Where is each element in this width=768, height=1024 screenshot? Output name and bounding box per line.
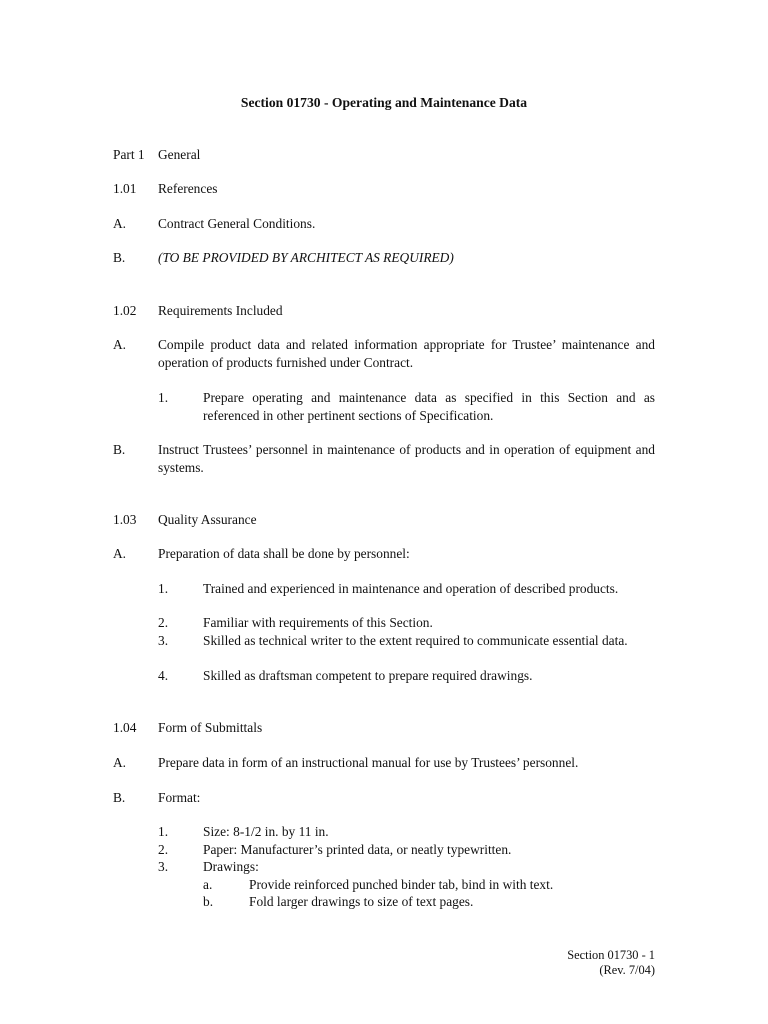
part-number: Part 1 (113, 147, 145, 162)
sub-list-letter: b. (203, 894, 214, 909)
list-number: 1. (158, 390, 169, 405)
paragraph-text: Contract General Conditions. (158, 216, 316, 231)
list-text: Familiar with requirements of this Section. (203, 615, 433, 630)
list-number: 3. (158, 633, 169, 648)
list-text: Trained and experienced in maintenance and operation of described products. (203, 581, 619, 596)
list-text: Skilled as technical writer to the extent required to communicate essential data. (203, 633, 628, 648)
page-footer (567, 948, 655, 978)
paragraph-letter: B. (113, 790, 126, 805)
list-number: 2. (158, 615, 169, 630)
paragraph-text: Instruct Trustees’ personnel in maintenance of products and in operation of equipment and systems. (158, 442, 655, 475)
list-number: 2. (158, 842, 169, 857)
list-text: Drawings: (203, 859, 259, 874)
paragraph-letter: B. (113, 250, 126, 265)
article-label: Requirements Included (158, 303, 283, 318)
sub-list-text: Provide reinforced punched binder tab, bind in with text. (249, 877, 554, 892)
paragraph-letter: B. (113, 442, 126, 457)
paragraph-text: Compile product data and related information appropriate for Trustee’ maintenance and operation of products furnished under Contract. (158, 337, 655, 370)
list-number: 1. (158, 824, 169, 839)
list-number: 1. (158, 581, 169, 596)
paragraph-letter: A. (113, 337, 127, 352)
paragraph-letter: A. (113, 216, 127, 231)
list-text: Skilled as draftsman competent to prepare required drawings. (203, 668, 533, 683)
article-number: 1.01 (113, 181, 137, 196)
paragraph-text: Prepare data in form of an instructional manual for use by Trustees’ personnel. (158, 755, 579, 770)
paragraph-text: Format: (158, 790, 201, 805)
article-number: 1.03 (113, 512, 137, 527)
article-number: 1.04 (113, 720, 137, 735)
list-text: Paper: Manufacturer’s printed data, or neatly typewritten. (203, 842, 512, 857)
sub-list-text: Fold larger drawings to size of text pages. (249, 894, 474, 909)
list-number: 3. (158, 859, 169, 874)
list-text: Size: 8-1/2 in. by 11 in. (203, 824, 329, 839)
paragraph-text: Preparation of data shall be done by personnel: (158, 546, 410, 561)
article-label: Quality Assurance (158, 512, 257, 527)
paragraph-letter: A. (113, 546, 127, 561)
paragraph-text: (TO BE PROVIDED BY ARCHITECT AS REQUIRED) (158, 250, 454, 265)
part-label: General (158, 147, 201, 162)
article-number: 1.02 (113, 303, 137, 318)
footer-section-page: Section 01730 - 1 (567, 948, 655, 962)
footer-revision: (Rev. 7/04) (599, 963, 655, 977)
list-number: 4. (158, 668, 169, 683)
paragraph-letter: A. (113, 755, 127, 770)
list-text: Prepare operating and maintenance data as specified in this Section and as referenced in other pertinent sections of Specification. (203, 390, 655, 423)
section-title: Section 01730 - Operating and Maintenance Data (240, 95, 528, 110)
article-label: Form of Submittals (158, 720, 263, 735)
article-label: References (158, 181, 218, 196)
sub-list-letter: a. (203, 877, 213, 892)
